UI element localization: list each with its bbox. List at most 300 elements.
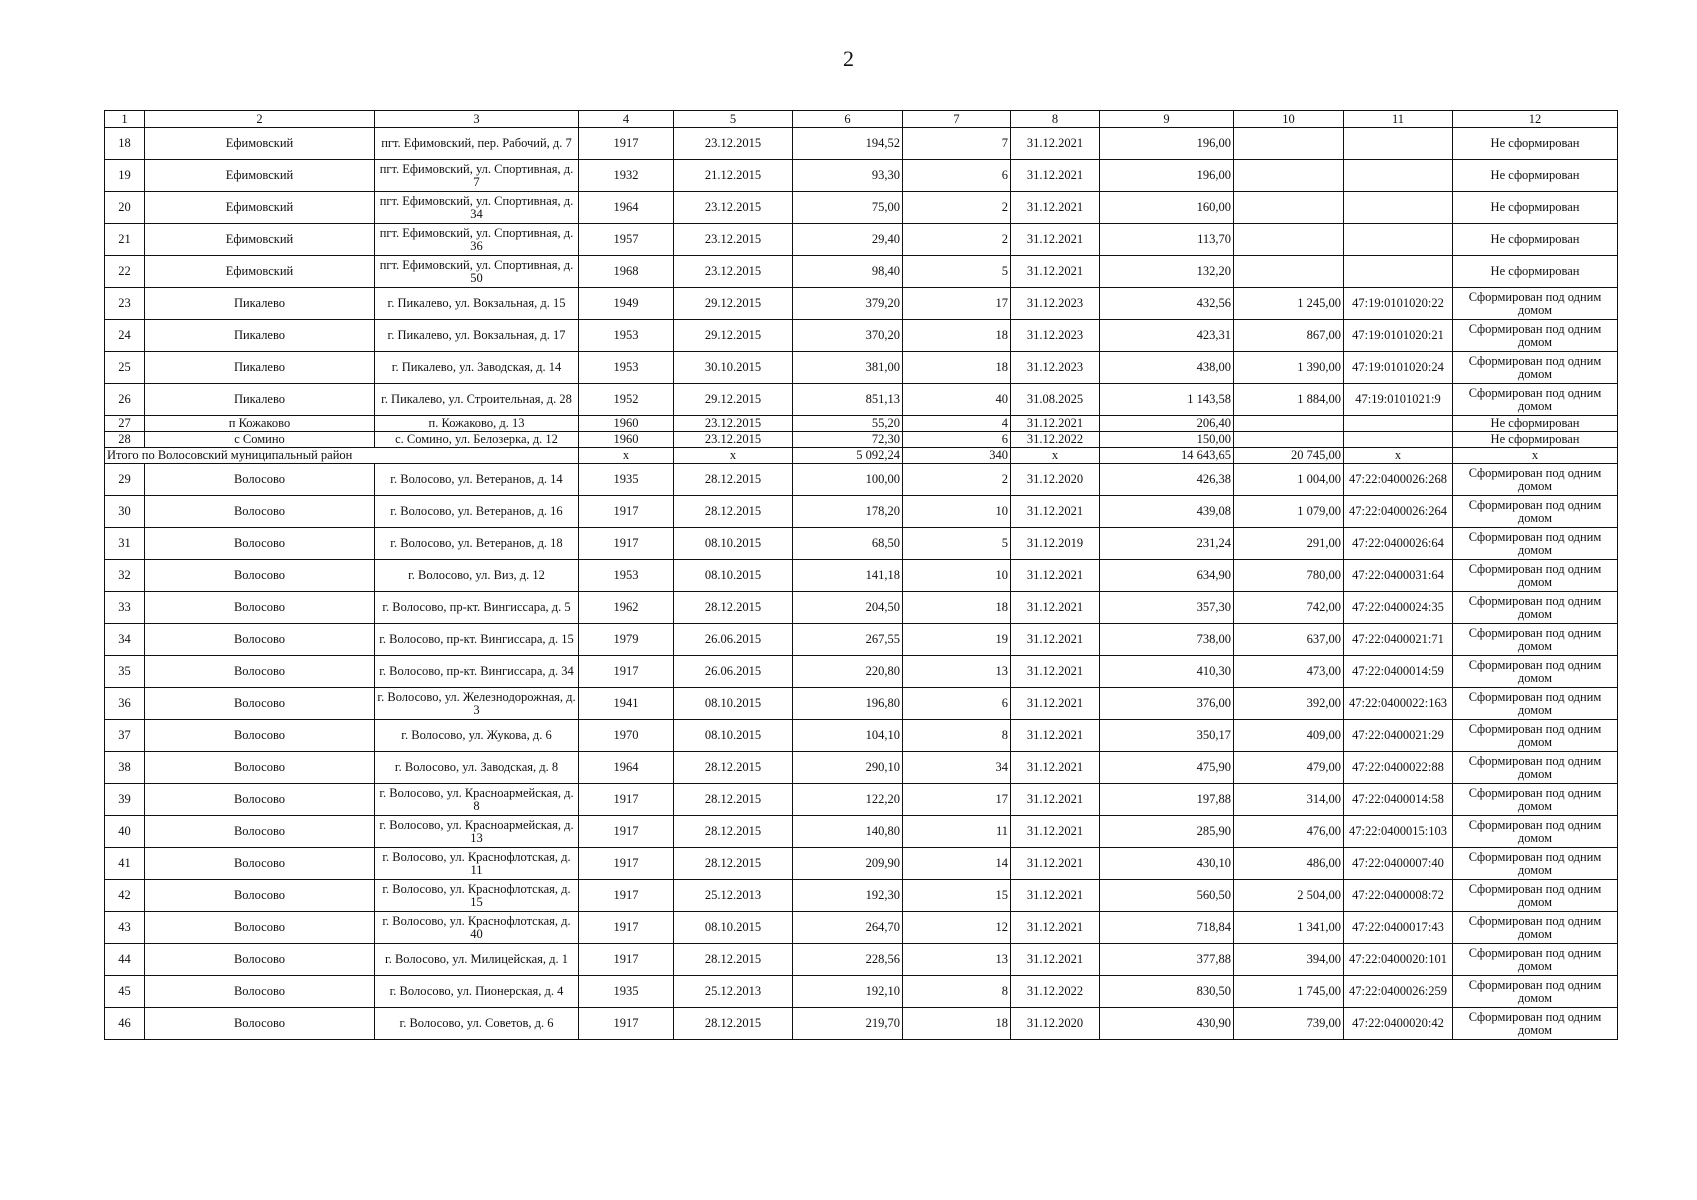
column-header: 7: [903, 111, 1011, 128]
year-cell: 1979: [579, 624, 674, 656]
area-cell: 192,30: [793, 880, 903, 912]
settlement-cell: Волосово: [145, 624, 375, 656]
deadline-cell: 31.12.2021: [1011, 816, 1100, 848]
cadastral-number-cell: 47:22:0400014:58: [1344, 784, 1453, 816]
address-cell: г. Волосово, ул. Краснофлотская, д. 40: [375, 912, 579, 944]
column-header: 11: [1344, 111, 1453, 128]
value-cell: 410,30: [1100, 656, 1234, 688]
settlement-cell: Волосово: [145, 880, 375, 912]
value-cell: 830,50: [1100, 976, 1234, 1008]
land-area-cell: 473,00: [1234, 656, 1344, 688]
row-number-cell: 20: [105, 192, 145, 224]
table-row: [105, 384, 1618, 416]
row-number-cell: 43: [105, 912, 145, 944]
row-number-cell: 22: [105, 256, 145, 288]
settlement-cell: Волосово: [145, 560, 375, 592]
deadline-cell: 31.12.2023: [1011, 288, 1100, 320]
status-cell: Сформирован под одним домом: [1453, 720, 1618, 752]
status-cell: Не сформирован: [1453, 192, 1618, 224]
table-row: [105, 816, 1618, 848]
settlement-cell: Волосово: [145, 944, 375, 976]
residents-cell: 13: [903, 944, 1011, 976]
year-cell: 1953: [579, 352, 674, 384]
year-cell: 1968: [579, 256, 674, 288]
year-cell: 1917: [579, 944, 674, 976]
table-row: [105, 752, 1618, 784]
land-area-cell: [1234, 160, 1344, 192]
date-cell: 08.10.2015: [674, 912, 793, 944]
table-row: [105, 912, 1618, 944]
deadline-cell: 31.12.2022: [1011, 976, 1100, 1008]
address-cell: г. Волосово, ул. Жукова, д. 6: [375, 720, 579, 752]
cadastral-number-cell: [1344, 256, 1453, 288]
settlement-cell: Ефимовский: [145, 192, 375, 224]
deadline-cell: 31.12.2021: [1011, 656, 1100, 688]
settlement-cell: Пикалево: [145, 352, 375, 384]
land-area-cell: 637,00: [1234, 624, 1344, 656]
deadline-cell: 31.08.2025: [1011, 384, 1100, 416]
cadastral-number-cell: [1344, 128, 1453, 160]
status-cell: Сформирован под одним домом: [1453, 624, 1618, 656]
year-cell: 1917: [579, 528, 674, 560]
row-number-cell: 33: [105, 592, 145, 624]
table-row: [105, 848, 1618, 880]
value-cell: 430,90: [1100, 1008, 1234, 1040]
date-cell: 28.12.2015: [674, 1008, 793, 1040]
settlement-cell: Волосово: [145, 592, 375, 624]
land-area-cell: 392,00: [1234, 688, 1344, 720]
land-area-cell: [1234, 192, 1344, 224]
row-number-cell: 24: [105, 320, 145, 352]
settlement-cell: Ефимовский: [145, 256, 375, 288]
residents-cell: 8: [903, 720, 1011, 752]
row-number-cell: 41: [105, 848, 145, 880]
address-cell: г. Волосово, ул. Советов, д. 6: [375, 1008, 579, 1040]
value-cell: 285,90: [1100, 816, 1234, 848]
area-cell: 98,40: [793, 256, 903, 288]
year-cell: 1949: [579, 288, 674, 320]
value-cell: 738,00: [1100, 624, 1234, 656]
total-cell: x: [579, 448, 674, 464]
value-cell: 197,88: [1100, 784, 1234, 816]
value-cell: 196,00: [1100, 128, 1234, 160]
residents-cell: 18: [903, 320, 1011, 352]
total-cell: x: [674, 448, 793, 464]
address-cell: с. Сомино, ул. Белозерка, д. 12: [375, 432, 579, 448]
settlement-cell: Ефимовский: [145, 128, 375, 160]
settlement-cell: Волосово: [145, 1008, 375, 1040]
area-cell: 264,70: [793, 912, 903, 944]
address-cell: пгт. Ефимовский, ул. Спортивная, д. 36: [375, 224, 579, 256]
table-row: [105, 976, 1618, 1008]
settlement-cell: Ефимовский: [145, 224, 375, 256]
cadastral-number-cell: 47:22:0400015:103: [1344, 816, 1453, 848]
row-number-cell: 21: [105, 224, 145, 256]
address-cell: г. Волосово, ул. Краснофлотская, д. 11: [375, 848, 579, 880]
address-cell: г. Волосово, ул. Милицейская, д. 1: [375, 944, 579, 976]
table-row: [105, 224, 1618, 256]
cadastral-number-cell: 47:22:0400022:163: [1344, 688, 1453, 720]
area-cell: 267,55: [793, 624, 903, 656]
settlement-cell: Пикалево: [145, 384, 375, 416]
address-cell: г. Волосово, ул. Ветеранов, д. 18: [375, 528, 579, 560]
address-cell: пгт. Ефимовский, ул. Спортивная, д. 34: [375, 192, 579, 224]
residents-cell: 17: [903, 784, 1011, 816]
land-area-cell: 1 004,00: [1234, 464, 1344, 496]
area-cell: 104,10: [793, 720, 903, 752]
table-row: [105, 128, 1618, 160]
cadastral-number-cell: 47:22:0400014:59: [1344, 656, 1453, 688]
date-cell: 23.12.2015: [674, 256, 793, 288]
date-cell: 28.12.2015: [674, 944, 793, 976]
address-cell: п. Кожаково, д. 13: [375, 416, 579, 432]
deadline-cell: 31.12.2021: [1011, 944, 1100, 976]
residents-cell: 40: [903, 384, 1011, 416]
settlement-cell: Волосово: [145, 464, 375, 496]
settlement-cell: Ефимовский: [145, 160, 375, 192]
year-cell: 1962: [579, 592, 674, 624]
area-cell: 55,20: [793, 416, 903, 432]
residents-cell: 15: [903, 880, 1011, 912]
area-cell: 68,50: [793, 528, 903, 560]
residents-cell: 12: [903, 912, 1011, 944]
value-cell: 430,10: [1100, 848, 1234, 880]
table-row: [105, 352, 1618, 384]
date-cell: 28.12.2015: [674, 816, 793, 848]
status-cell: Сформирован под одним домом: [1453, 848, 1618, 880]
value-cell: 426,38: [1100, 464, 1234, 496]
address-cell: г. Волосово, ул. Ветеранов, д. 14: [375, 464, 579, 496]
status-cell: Сформирован под одним домом: [1453, 944, 1618, 976]
date-cell: 23.12.2015: [674, 416, 793, 432]
settlement-cell: Волосово: [145, 688, 375, 720]
total-cell: 14 643,65: [1100, 448, 1234, 464]
year-cell: 1953: [579, 560, 674, 592]
residents-cell: 6: [903, 160, 1011, 192]
date-cell: 23.12.2015: [674, 224, 793, 256]
row-number-cell: 39: [105, 784, 145, 816]
table-row: [105, 416, 1618, 432]
area-cell: 122,20: [793, 784, 903, 816]
cadastral-number-cell: 47:19:0101020:21: [1344, 320, 1453, 352]
value-cell: 357,30: [1100, 592, 1234, 624]
row-number-cell: 46: [105, 1008, 145, 1040]
status-cell: Сформирован под одним домом: [1453, 1008, 1618, 1040]
row-number-cell: 30: [105, 496, 145, 528]
cadastral-number-cell: 47:22:0400007:40: [1344, 848, 1453, 880]
value-cell: 432,56: [1100, 288, 1234, 320]
area-cell: 196,80: [793, 688, 903, 720]
area-cell: 75,00: [793, 192, 903, 224]
cadastral-number-cell: 47:19:0101020:22: [1344, 288, 1453, 320]
residents-cell: 13: [903, 656, 1011, 688]
date-cell: 29.12.2015: [674, 288, 793, 320]
row-number-cell: 36: [105, 688, 145, 720]
settlement-cell: Волосово: [145, 816, 375, 848]
year-cell: 1917: [579, 128, 674, 160]
land-area-cell: 314,00: [1234, 784, 1344, 816]
residents-cell: 11: [903, 816, 1011, 848]
value-cell: 438,00: [1100, 352, 1234, 384]
cadastral-number-cell: 47:22:0400021:71: [1344, 624, 1453, 656]
settlement-cell: Волосово: [145, 656, 375, 688]
land-area-cell: 1 245,00: [1234, 288, 1344, 320]
status-cell: Сформирован под одним домом: [1453, 784, 1618, 816]
column-header: 12: [1453, 111, 1618, 128]
address-cell: г. Волосово, ул. Краснофлотская, д. 15: [375, 880, 579, 912]
residents-cell: 17: [903, 288, 1011, 320]
status-cell: Не сформирован: [1453, 432, 1618, 448]
value-cell: 160,00: [1100, 192, 1234, 224]
value-cell: 475,90: [1100, 752, 1234, 784]
land-area-cell: 486,00: [1234, 848, 1344, 880]
row-number-cell: 27: [105, 416, 145, 432]
date-cell: 28.12.2015: [674, 752, 793, 784]
residents-cell: 8: [903, 976, 1011, 1008]
deadline-cell: 31.12.2021: [1011, 192, 1100, 224]
residents-cell: 2: [903, 464, 1011, 496]
area-cell: 851,13: [793, 384, 903, 416]
deadline-cell: 31.12.2021: [1011, 128, 1100, 160]
page-number: 2: [843, 46, 854, 71]
value-cell: 113,70: [1100, 224, 1234, 256]
cadastral-number-cell: 47:22:0400024:35: [1344, 592, 1453, 624]
cadastral-number-cell: 47:22:0400017:43: [1344, 912, 1453, 944]
table-row: [105, 624, 1618, 656]
table-row: [105, 464, 1618, 496]
year-cell: 1960: [579, 432, 674, 448]
address-cell: г. Волосово, пр-кт. Вингиссара, д. 15: [375, 624, 579, 656]
value-cell: 206,40: [1100, 416, 1234, 432]
year-cell: 1917: [579, 1008, 674, 1040]
row-number-cell: 42: [105, 880, 145, 912]
land-area-cell: 409,00: [1234, 720, 1344, 752]
column-header: 1: [105, 111, 145, 128]
deadline-cell: 31.12.2021: [1011, 224, 1100, 256]
value-cell: 132,20: [1100, 256, 1234, 288]
year-cell: 1917: [579, 656, 674, 688]
value-cell: 196,00: [1100, 160, 1234, 192]
year-cell: 1957: [579, 224, 674, 256]
deadline-cell: 31.12.2021: [1011, 912, 1100, 944]
area-cell: 72,30: [793, 432, 903, 448]
table-row: [105, 192, 1618, 224]
cadastral-number-cell: 47:22:0400026:64: [1344, 528, 1453, 560]
land-area-cell: 476,00: [1234, 816, 1344, 848]
address-cell: г. Волосово, ул. Ветеранов, д. 16: [375, 496, 579, 528]
row-number-cell: 26: [105, 384, 145, 416]
residents-cell: 19: [903, 624, 1011, 656]
status-cell: Сформирован под одним домом: [1453, 592, 1618, 624]
table-row: [105, 1008, 1618, 1040]
table-row: [105, 528, 1618, 560]
cadastral-number-cell: 47:22:0400026:259: [1344, 976, 1453, 1008]
status-cell: Сформирован под одним домом: [1453, 352, 1618, 384]
table-row: [105, 656, 1618, 688]
deadline-cell: 31.12.2021: [1011, 160, 1100, 192]
year-cell: 1932: [579, 160, 674, 192]
land-area-cell: 1 390,00: [1234, 352, 1344, 384]
cadastral-number-cell: [1344, 224, 1453, 256]
land-area-cell: 739,00: [1234, 1008, 1344, 1040]
deadline-cell: 31.12.2019: [1011, 528, 1100, 560]
row-number-cell: 35: [105, 656, 145, 688]
value-cell: 350,17: [1100, 720, 1234, 752]
deadline-cell: 31.12.2021: [1011, 560, 1100, 592]
table-row: [105, 160, 1618, 192]
area-cell: 381,00: [793, 352, 903, 384]
status-cell: Не сформирован: [1453, 160, 1618, 192]
date-cell: 28.12.2015: [674, 464, 793, 496]
residents-cell: 6: [903, 688, 1011, 720]
status-cell: Сформирован под одним домом: [1453, 496, 1618, 528]
row-number-cell: 18: [105, 128, 145, 160]
residents-cell: 18: [903, 1008, 1011, 1040]
year-cell: 1917: [579, 880, 674, 912]
residents-cell: 10: [903, 560, 1011, 592]
status-cell: Сформирован под одним домом: [1453, 688, 1618, 720]
land-area-cell: 1 341,00: [1234, 912, 1344, 944]
row-number-cell: 29: [105, 464, 145, 496]
address-cell: г. Пикалево, ул. Строительная, д. 28: [375, 384, 579, 416]
table-row: [105, 592, 1618, 624]
area-cell: 220,80: [793, 656, 903, 688]
land-area-cell: [1234, 416, 1344, 432]
deadline-cell: 31.12.2021: [1011, 720, 1100, 752]
address-cell: г. Волосово, ул. Красноармейская, д. 8: [375, 784, 579, 816]
residents-cell: 2: [903, 192, 1011, 224]
address-cell: г. Волосово, ул. Красноармейская, д. 13: [375, 816, 579, 848]
address-cell: пгт. Ефимовский, ул. Спортивная, д. 50: [375, 256, 579, 288]
deadline-cell: 31.12.2020: [1011, 1008, 1100, 1040]
date-cell: 26.06.2015: [674, 656, 793, 688]
cadastral-number-cell: 47:22:0400026:268: [1344, 464, 1453, 496]
column-header: 3: [375, 111, 579, 128]
status-cell: Сформирован под одним домом: [1453, 288, 1618, 320]
value-cell: 231,24: [1100, 528, 1234, 560]
date-cell: 08.10.2015: [674, 688, 793, 720]
row-number-cell: 19: [105, 160, 145, 192]
status-cell: Сформирован под одним домом: [1453, 976, 1618, 1008]
cadastral-number-cell: [1344, 432, 1453, 448]
row-number-cell: 38: [105, 752, 145, 784]
value-cell: 634,90: [1100, 560, 1234, 592]
cadastral-number-cell: [1344, 192, 1453, 224]
area-cell: 178,20: [793, 496, 903, 528]
date-cell: 08.10.2015: [674, 720, 793, 752]
land-area-cell: 780,00: [1234, 560, 1344, 592]
value-cell: 150,00: [1100, 432, 1234, 448]
deadline-cell: 31.12.2020: [1011, 464, 1100, 496]
value-cell: 1 143,58: [1100, 384, 1234, 416]
cadastral-number-cell: 47:19:0101021:9: [1344, 384, 1453, 416]
column-header: 9: [1100, 111, 1234, 128]
deadline-cell: 31.12.2021: [1011, 416, 1100, 432]
date-cell: 29.12.2015: [674, 384, 793, 416]
deadline-cell: 31.12.2021: [1011, 256, 1100, 288]
value-cell: 376,00: [1100, 688, 1234, 720]
deadline-cell: 31.12.2021: [1011, 592, 1100, 624]
year-cell: 1917: [579, 496, 674, 528]
row-number-cell: 28: [105, 432, 145, 448]
total-cell: 20 745,00: [1234, 448, 1344, 464]
residents-cell: 10: [903, 496, 1011, 528]
date-cell: 23.12.2015: [674, 432, 793, 448]
row-number-cell: 23: [105, 288, 145, 320]
row-number-cell: 34: [105, 624, 145, 656]
table-row: [105, 880, 1618, 912]
year-cell: 1964: [579, 192, 674, 224]
deadline-cell: 31.12.2021: [1011, 496, 1100, 528]
land-area-cell: 867,00: [1234, 320, 1344, 352]
table-row: [105, 944, 1618, 976]
address-cell: г. Волосово, ул. Железнодорожная, д. 3: [375, 688, 579, 720]
area-cell: 194,52: [793, 128, 903, 160]
row-number-cell: 31: [105, 528, 145, 560]
date-cell: 28.12.2015: [674, 848, 793, 880]
residents-cell: 34: [903, 752, 1011, 784]
land-area-cell: [1234, 432, 1344, 448]
date-cell: 23.12.2015: [674, 128, 793, 160]
status-cell: Не сформирован: [1453, 256, 1618, 288]
column-number-row: [105, 111, 1618, 128]
address-cell: г. Волосово, ул. Пионерская, д. 4: [375, 976, 579, 1008]
value-cell: 439,08: [1100, 496, 1234, 528]
total-cell: x: [1011, 448, 1100, 464]
area-cell: 204,50: [793, 592, 903, 624]
column-header: 4: [579, 111, 674, 128]
cadastral-number-cell: 47:22:0400021:29: [1344, 720, 1453, 752]
address-cell: г. Волосово, ул. Виз, д. 12: [375, 560, 579, 592]
row-number-cell: 25: [105, 352, 145, 384]
date-cell: 25.12.2013: [674, 976, 793, 1008]
settlement-cell: п Кожаково: [145, 416, 375, 432]
area-cell: 290,10: [793, 752, 903, 784]
table-row: [105, 688, 1618, 720]
year-cell: 1917: [579, 816, 674, 848]
area-cell: 29,40: [793, 224, 903, 256]
address-cell: г. Пикалево, ул. Вокзальная, д. 15: [375, 288, 579, 320]
table-body: [105, 128, 1618, 1040]
status-cell: Сформирован под одним домом: [1453, 912, 1618, 944]
deadline-cell: 31.12.2021: [1011, 752, 1100, 784]
settlement-cell: Волосово: [145, 496, 375, 528]
settlement-cell: с Сомино: [145, 432, 375, 448]
total-label-cell: Итого по Волосовский муниципальный район: [105, 448, 579, 464]
date-cell: 28.12.2015: [674, 784, 793, 816]
year-cell: 1935: [579, 976, 674, 1008]
residents-cell: 7: [903, 128, 1011, 160]
total-cell: x: [1344, 448, 1453, 464]
value-cell: 377,88: [1100, 944, 1234, 976]
total-cell: x: [1453, 448, 1618, 464]
column-header: 8: [1011, 111, 1100, 128]
total-cell: 340: [903, 448, 1011, 464]
area-cell: 379,20: [793, 288, 903, 320]
year-cell: 1917: [579, 784, 674, 816]
address-cell: г. Волосово, ул. Заводская, д. 8: [375, 752, 579, 784]
deadline-cell: 31.12.2021: [1011, 688, 1100, 720]
row-number-cell: 40: [105, 816, 145, 848]
table-row: [105, 720, 1618, 752]
land-area-cell: 2 504,00: [1234, 880, 1344, 912]
column-header: 5: [674, 111, 793, 128]
table-row: [105, 432, 1618, 448]
land-area-cell: 394,00: [1234, 944, 1344, 976]
table-row: [105, 320, 1618, 352]
year-cell: 1970: [579, 720, 674, 752]
status-cell: Сформирован под одним домом: [1453, 880, 1618, 912]
